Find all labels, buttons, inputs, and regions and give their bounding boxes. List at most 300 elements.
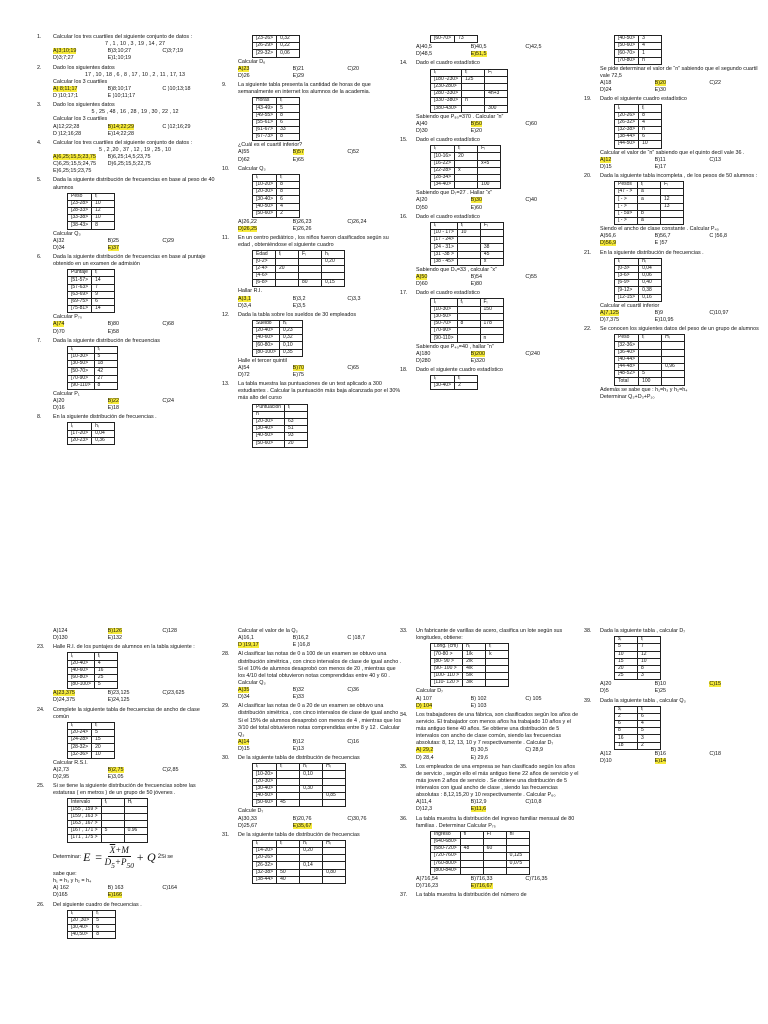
answer-text: E )57 <box>654 240 668 247</box>
top-column-2 <box>222 34 402 450</box>
answer-options <box>53 628 217 642</box>
table-cell: [ - > <box>615 196 638 203</box>
answer-option <box>238 687 293 694</box>
table-cell: [50-60> <box>253 210 277 217</box>
question-stem <box>584 698 764 705</box>
answer-option <box>471 806 526 813</box>
question-block <box>584 173 764 248</box>
answer-option <box>53 885 108 892</box>
table-cell: [40-50> <box>253 433 285 440</box>
answer-option <box>709 751 764 758</box>
table-cell: Long. (cm) <box>431 644 463 651</box>
highlighted-answer: B)200 <box>470 350 486 357</box>
table-cell: 8 <box>93 932 116 939</box>
answer-option <box>108 628 163 635</box>
answer-text: C)10,97 <box>709 309 729 316</box>
table-cell: Iᵢ <box>68 653 95 660</box>
table-cell <box>101 835 124 842</box>
table-row <box>615 189 684 196</box>
table-cell: 20 <box>92 744 115 751</box>
table-cell <box>300 869 323 876</box>
table-cell: [20-30> <box>253 418 285 425</box>
answer-option <box>416 696 471 703</box>
answer-options <box>53 48 217 62</box>
question-number: 35. <box>400 763 408 770</box>
table-cell: Fᵢ <box>478 146 501 153</box>
answer-text: C)128 <box>162 628 178 634</box>
question-stem <box>400 367 580 374</box>
table-cell <box>323 855 346 862</box>
table-cell: 1 <box>639 50 662 57</box>
answer-text: C)29 <box>162 237 175 244</box>
frequency-table <box>614 258 662 302</box>
answer-text: C )18,7 <box>347 635 366 642</box>
answer-option <box>709 80 764 87</box>
answer-text: C)23,625 <box>162 690 185 697</box>
answer-option <box>293 149 348 156</box>
table-row <box>615 673 661 680</box>
table-cell: [63-69> <box>68 291 92 298</box>
answer-option <box>53 892 108 899</box>
answer-option <box>471 281 526 288</box>
highlighted-answer: B)57 <box>292 149 305 156</box>
table-row <box>431 680 509 687</box>
top-column-1 <box>37 34 217 447</box>
answer-options <box>238 365 402 379</box>
table-cell: 5 <box>94 682 117 689</box>
answer-option <box>600 758 655 765</box>
table-cell: 4 <box>639 43 662 50</box>
answer-option <box>53 131 108 138</box>
question-number: 22. <box>584 326 592 333</box>
table-cell: [38-44> <box>253 876 277 883</box>
question-block <box>584 250 764 325</box>
table-cell: [32-36> <box>68 751 92 758</box>
answer-option <box>293 372 348 379</box>
table-row <box>431 383 478 390</box>
answer-option <box>416 128 471 135</box>
question-stem <box>37 34 217 41</box>
table-cell: Sueldo <box>253 320 280 327</box>
answer-option <box>655 240 710 247</box>
frequency-table <box>67 422 115 445</box>
answer-option <box>238 642 293 649</box>
answer-text: B)20,76 <box>292 815 312 822</box>
highlighted-answer: B)2,75 <box>107 766 124 773</box>
table-cell: [26-32> <box>615 119 639 126</box>
table-row <box>253 764 346 771</box>
answer-text: D)10 <box>600 757 612 764</box>
table-row <box>431 105 508 112</box>
answer-option <box>293 823 348 830</box>
table-cell: Iᵢ <box>615 258 639 265</box>
question-number: 14. <box>400 60 408 67</box>
question-text: La tabla muestra la distribución del número de <box>416 892 527 899</box>
answer-option <box>162 628 217 635</box>
answer-option <box>471 799 526 806</box>
answer-option <box>600 240 655 247</box>
question-text: Del siguiente cuadro de frecuencias . <box>53 901 142 908</box>
answer-options <box>416 876 580 890</box>
answer-text: C )56,8 <box>709 233 728 240</box>
answer-option <box>53 405 108 412</box>
table-cell: [30-40> <box>253 785 277 792</box>
answer-text: A)11,4 <box>416 799 432 806</box>
table-cell <box>323 771 346 778</box>
table-cell <box>457 328 480 335</box>
answer-text: D)24,375 <box>53 697 76 704</box>
question-text: Calcular los tres cuartiles del siguiente conjunto de datos : <box>53 139 193 146</box>
formula-numerator <box>108 845 131 858</box>
table-cell: 0,10 <box>300 771 323 778</box>
frequency-table <box>67 910 116 940</box>
highlighted-answer: B)70 <box>292 364 305 371</box>
highlighted-answer: A)74 <box>53 321 65 328</box>
table-row <box>68 682 118 689</box>
frequency-table <box>430 298 504 342</box>
answer-text: D )10;17;1 <box>53 93 79 99</box>
answer-option <box>238 219 293 226</box>
answer-option <box>108 405 163 412</box>
answer-text: C)65 <box>347 364 360 371</box>
table-row <box>253 189 300 196</box>
question-text: Dado el siguiente cuadro estadístico <box>600 96 687 103</box>
table-cell <box>101 806 124 813</box>
question-line: Calcular el cuartil inferior <box>600 302 660 309</box>
answer-option <box>525 747 580 754</box>
table-cell: 18 <box>615 742 638 749</box>
table-cell: [40,50> <box>68 932 93 939</box>
table-cell: [70-80> <box>615 57 639 64</box>
table-cell <box>460 853 483 860</box>
answer-option <box>293 746 348 753</box>
table-cell: n <box>462 98 485 105</box>
question-text: De la siguiente tabla de distribución de frecuencias <box>238 831 360 838</box>
table-cell <box>662 349 685 356</box>
answer-option <box>238 635 293 642</box>
table-cell <box>323 778 346 785</box>
question-number: 38. <box>584 628 592 634</box>
table-cell: Puntaje <box>68 270 92 277</box>
table-row <box>253 50 300 57</box>
table-cell: [51-57> <box>68 277 92 284</box>
table-cell <box>101 813 124 820</box>
table-cell: [40-50> <box>253 793 277 800</box>
question-block <box>222 651 402 701</box>
table-row <box>615 644 661 651</box>
answer-text: D)24 <box>600 87 612 94</box>
answer-option <box>416 806 471 813</box>
table-cell: 63 <box>285 418 308 425</box>
table-cell: [55-61> <box>253 119 277 126</box>
question-number: 18. <box>400 366 408 373</box>
table-row <box>431 644 509 651</box>
answer-text: C)3;7;19 <box>162 48 184 55</box>
question-stem <box>584 628 764 635</box>
answer-text: D )12;16;28 <box>53 130 82 137</box>
answer-text: E)18 <box>107 405 120 412</box>
answer-option <box>600 751 655 758</box>
table-row <box>68 437 115 444</box>
table-cell: [50-70> <box>68 368 95 375</box>
answer-text: A)716,54 <box>416 875 438 882</box>
answer-text: A)180 <box>416 350 431 357</box>
table-cell: 5 <box>615 644 638 651</box>
table-cell: a <box>638 196 661 203</box>
answer-text: E)29 <box>292 72 305 79</box>
table-row <box>615 105 662 112</box>
table-cell <box>460 860 483 867</box>
question-stem <box>37 644 217 651</box>
table-cell: [49-55> <box>253 112 277 119</box>
frequency-table <box>252 320 303 357</box>
answer-options <box>53 238 217 252</box>
table-cell: x+5 <box>478 160 501 167</box>
table-cell: 15 <box>615 658 638 665</box>
question-text: Al clasificar las notas de 0 a 20 de un examen se obtuvo una distribución simétrica , con cinco intervalos de clase de igual ancho . Si el 15% de alumnos desaprobó con menos de 4 , mientras que los 3/10 del total obtuvieron notas comprendidas entre 8 y 12 . Calcular Q₃ <box>238 703 402 738</box>
table-cell: fᵢ <box>92 193 115 200</box>
table-cell <box>457 306 480 313</box>
question-number: 9. <box>222 81 227 88</box>
table-cell: [33-38> <box>68 215 92 222</box>
table-cell: 6 <box>638 713 661 720</box>
table-row <box>615 50 662 57</box>
table-cell: Fᵢ <box>661 182 684 189</box>
question-block <box>400 712 580 762</box>
question-stem <box>400 290 580 297</box>
table-cell: Iᵢ <box>431 69 462 76</box>
question-stem <box>400 764 580 800</box>
table-cell: fᵢ <box>277 764 300 771</box>
question-line: Halle el tercer quintil <box>238 357 287 364</box>
table-cell <box>277 778 300 785</box>
table-cell: [38-43> <box>68 222 92 229</box>
answer-text: C)16 <box>347 738 360 745</box>
question-block <box>37 644 217 704</box>
question-number: 12. <box>222 311 230 318</box>
question-stem <box>222 166 402 173</box>
table-cell <box>485 98 508 105</box>
answer-option <box>293 73 348 80</box>
table-cell <box>300 876 323 883</box>
table-cell: 6 <box>93 925 116 932</box>
table-cell: k <box>486 651 509 658</box>
table-cell: [70-90> <box>68 375 95 382</box>
answer-option <box>471 351 526 358</box>
highlighted-answer: E)716,67 <box>470 883 493 889</box>
table-cell: 0,38 <box>639 287 662 294</box>
table-cell: Iᵢ <box>431 376 455 383</box>
table-cell: 10 <box>92 200 115 207</box>
table-cell: [32-36> <box>615 342 639 349</box>
question-text: En un centro pediátrico , los niños fueron clasificados según su edad , obteniéndose el siguiente cuadro <box>238 235 389 249</box>
answer-option <box>471 197 526 204</box>
highlighted-answer: D )19,17 <box>238 642 259 649</box>
table-row <box>431 258 504 265</box>
highlighted-answer: C)15 <box>709 681 722 688</box>
answer-text: B)716,33 <box>470 875 493 882</box>
table-cell: [67-73> <box>253 134 277 141</box>
highlighted-answer: B)22 <box>107 398 120 405</box>
answer-text: D)15 <box>238 746 250 752</box>
answer-options <box>53 124 217 138</box>
table-cell: fᵢ <box>457 222 480 229</box>
table-cell: Fᵢ <box>485 69 508 76</box>
table-cell <box>485 76 508 83</box>
table-cell: 25 <box>615 673 638 680</box>
answer-text: C)240 <box>525 350 541 357</box>
question-line: Calcular los 3 cuartiles <box>53 116 108 123</box>
table-cell: 20 <box>276 265 299 272</box>
table-row <box>253 196 300 203</box>
answer-option <box>108 321 163 328</box>
table-cell: 7 <box>638 644 661 651</box>
table-cell: 5/k <box>463 673 486 680</box>
frequency-table <box>430 831 530 875</box>
question-number: 13. <box>222 381 230 388</box>
answer-option <box>471 876 526 883</box>
answer-text: B)56,7 <box>654 233 671 240</box>
question-stem <box>222 755 402 762</box>
table-row <box>431 867 530 874</box>
answer-options <box>416 747 580 761</box>
answer-option <box>293 687 348 694</box>
table-cell: Peso <box>68 193 92 200</box>
question-stem <box>37 902 217 909</box>
table-cell: fᵢ <box>94 346 117 353</box>
answer-text: C)18 <box>709 750 722 757</box>
frequency-table <box>614 104 662 148</box>
table-row <box>253 280 345 287</box>
answer-options <box>238 149 402 163</box>
table-cell: [40-44> <box>615 356 639 363</box>
answer-text: C )12;16;29 <box>162 123 191 130</box>
table-cell: 8 <box>277 112 300 119</box>
question-stem <box>222 703 402 739</box>
question-block <box>584 96 764 171</box>
answer-option <box>416 747 471 754</box>
table-cell: fᵢ <box>639 335 662 342</box>
highlighted-answer: A)12 <box>600 156 612 163</box>
answer-option <box>471 51 526 58</box>
table-row <box>615 637 661 644</box>
answer-option <box>416 351 471 358</box>
answer-text: B)32 <box>292 687 305 693</box>
answer-text: D)6,25;15,5;22,75 <box>107 161 151 168</box>
answer-option <box>655 310 710 317</box>
answer-option <box>162 767 217 774</box>
table-cell: 6 <box>277 196 300 203</box>
table-cell: [6-8> <box>253 280 276 287</box>
table-row <box>615 196 684 203</box>
table-row <box>615 141 662 148</box>
question-line: Calcular los 3 cuartiles <box>53 78 108 85</box>
answer-text: D)72 <box>238 372 250 379</box>
table-cell: [20 ,30> <box>68 917 93 924</box>
table-cell: fᵢ <box>638 706 661 713</box>
question-text: Dado el cuadro estadístico <box>416 60 480 67</box>
table-cell: [10 - 17> <box>431 230 458 237</box>
table-cell <box>457 335 480 342</box>
table-cell: [171 , 175 > <box>68 835 102 842</box>
table-row <box>431 237 504 244</box>
bottom-column-4 <box>584 628 764 767</box>
table-cell: 4 <box>94 660 117 667</box>
answer-option <box>471 128 526 135</box>
question-block <box>222 82 402 164</box>
table-cell: Hᵢ <box>662 335 685 342</box>
table-cell: 0,15 <box>322 280 345 287</box>
question-text: Dado el cuadro estadístico <box>416 290 480 297</box>
table-cell: [26-32> <box>253 862 277 869</box>
table-cell <box>662 378 685 385</box>
formula-E: E <box>83 849 91 864</box>
table-cell: [43-49> <box>253 105 277 112</box>
highlighted-answer: A)35 <box>238 687 250 693</box>
table-cell: 5 <box>277 105 300 112</box>
table-cell: hᵢ <box>639 258 662 265</box>
answer-text: E)14;22;28 <box>107 130 135 137</box>
table-cell <box>462 83 485 90</box>
question-block <box>222 703 402 753</box>
table-row <box>431 853 530 860</box>
table-cell: 20 <box>285 440 308 447</box>
table-cell: hᵢ <box>322 251 345 258</box>
answer-option <box>238 372 293 379</box>
question-block <box>37 628 217 642</box>
table-cell: [44-48> <box>615 364 639 371</box>
table-cell: x <box>480 258 503 265</box>
highlighted-answer: B)126 <box>107 628 123 634</box>
table-cell: 2/k <box>463 658 486 665</box>
answer-text: B)3,2 <box>292 295 306 302</box>
question-text: Dada la siguiente distribución de frecuencias en base al peso de 40 alumnos <box>53 177 215 191</box>
answer-text: E)1;10;19 <box>107 55 132 62</box>
question-number: 19. <box>584 96 592 103</box>
table-row <box>615 43 662 50</box>
answer-option <box>709 233 764 240</box>
answer-option <box>471 883 526 890</box>
table-cell: [38 - 45> <box>431 258 458 265</box>
table-cell: x <box>455 167 478 174</box>
table-row <box>68 215 115 222</box>
table-cell: 8 <box>277 189 300 196</box>
question-number: 1. <box>37 34 42 40</box>
answer-option <box>293 219 348 226</box>
table-cell <box>322 265 345 272</box>
answer-option <box>238 157 293 164</box>
answer-option <box>416 755 471 762</box>
table-cell: Peso <box>615 335 639 342</box>
answer-text: A)2,73 <box>53 766 69 773</box>
answer-options <box>53 398 217 412</box>
table-cell: [69-75> <box>68 298 92 305</box>
question-block <box>584 326 764 401</box>
table-cell: 50 <box>277 869 300 876</box>
table-cell <box>124 835 147 842</box>
answer-text: D)50 <box>416 204 428 211</box>
table-cell: 40 <box>277 876 300 883</box>
table-cell <box>506 867 529 874</box>
answer-option <box>525 121 580 128</box>
answer-text: C)68 <box>162 321 175 328</box>
table-cell: 42 <box>94 368 117 375</box>
table-row <box>68 835 148 842</box>
table-cell: 0,06 <box>639 273 662 280</box>
question-number: 20. <box>584 172 592 179</box>
table-cell <box>486 673 509 680</box>
answer-option <box>347 365 402 372</box>
